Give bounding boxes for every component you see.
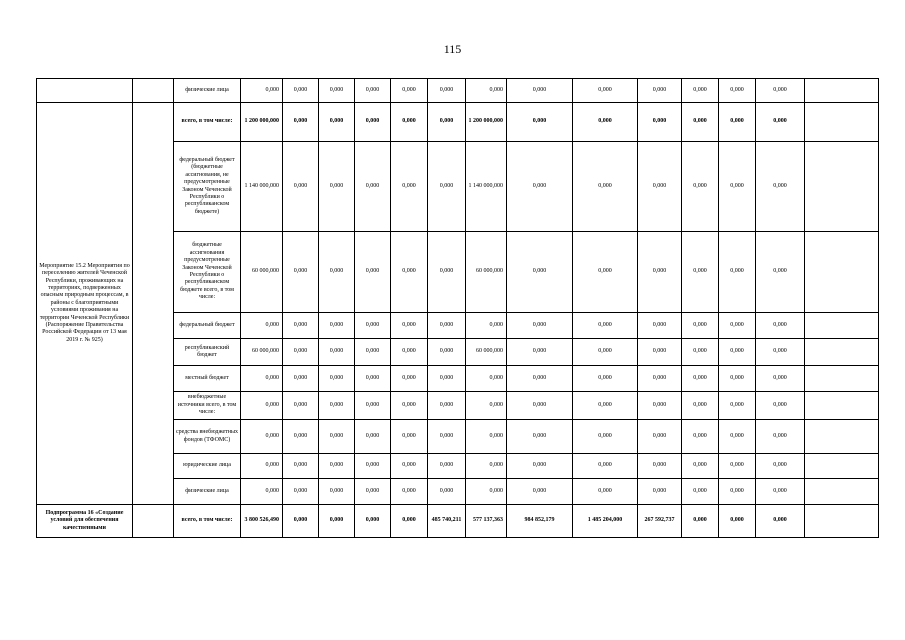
value-cell: 0,000 — [391, 392, 428, 420]
value-cell: 0,000 — [756, 313, 805, 339]
value-cell: 0,000 — [638, 142, 682, 232]
value-cell: 0,000 — [682, 339, 719, 366]
value-cell: 0,000 — [466, 79, 507, 103]
value-cell: 0,000 — [355, 79, 391, 103]
value-cell: 0,000 — [428, 479, 466, 505]
value-cell: 0,000 — [283, 505, 319, 538]
value-cell: 0,000 — [283, 142, 319, 232]
empty-cell — [805, 392, 879, 420]
empty-cell — [805, 103, 879, 142]
value-cell: 0,000 — [573, 103, 638, 142]
value-cell: 1 140 000,000 — [241, 142, 283, 232]
value-cell: 0,000 — [638, 454, 682, 479]
value-cell: 0,000 — [573, 366, 638, 392]
value-cell: 0,000 — [283, 454, 319, 479]
value-cell: 0,000 — [355, 454, 391, 479]
measure-description: Мероприятие 15.2 Мероприятия по переселению жителей Чеченской Республики, проживающих на территориях, подверженных опасным природным процессам, в районы с благоприятными условиями проживания на территории Чеченской Республики (Распоряжение Правительства Российской Федерации от 13 мая 2019 г. № 925) — [37, 103, 133, 505]
value-cell: 0,000 — [241, 479, 283, 505]
funding-source-label: федеральный бюджет (бюджетные ассигнования, не предусмотренные Законом Чеченской Республики о республиканском бюджете) — [174, 142, 241, 232]
value-cell: 0,000 — [466, 454, 507, 479]
value-cell: 0,000 — [719, 142, 756, 232]
value-cell: 485 740,211 — [428, 505, 466, 538]
value-cell: 0,000 — [391, 420, 428, 454]
value-cell: 577 137,363 — [466, 505, 507, 538]
value-cell: 0,000 — [283, 392, 319, 420]
value-cell: 0,000 — [355, 142, 391, 232]
value-cell: 0,000 — [507, 392, 573, 420]
responsible-cell — [133, 505, 174, 538]
value-cell: 0,000 — [241, 392, 283, 420]
value-cell: 60 000,000 — [466, 339, 507, 366]
value-cell: 0,000 — [319, 505, 355, 538]
value-cell: 0,000 — [638, 392, 682, 420]
value-cell: 0,000 — [719, 366, 756, 392]
value-cell: 0,000 — [507, 79, 573, 103]
value-cell: 0,000 — [391, 232, 428, 313]
value-cell: 0,000 — [573, 420, 638, 454]
value-cell: 0,000 — [719, 392, 756, 420]
value-cell: 0,000 — [682, 479, 719, 505]
value-cell: 0,000 — [507, 232, 573, 313]
value-cell: 0,000 — [319, 479, 355, 505]
value-cell: 0,000 — [466, 366, 507, 392]
value-cell: 0,000 — [756, 454, 805, 479]
value-cell: 0,000 — [756, 339, 805, 366]
value-cell: 0,000 — [428, 339, 466, 366]
value-cell: 0,000 — [638, 366, 682, 392]
value-cell: 984 852,179 — [507, 505, 573, 538]
value-cell: 0,000 — [573, 339, 638, 366]
value-cell: 0,000 — [507, 313, 573, 339]
value-cell: 0,000 — [428, 454, 466, 479]
value-cell: 0,000 — [573, 313, 638, 339]
value-cell: 0,000 — [682, 454, 719, 479]
value-cell: 1 140 000,000 — [466, 142, 507, 232]
value-cell: 0,000 — [719, 103, 756, 142]
value-cell: 0,000 — [319, 313, 355, 339]
value-cell: 0,000 — [756, 142, 805, 232]
value-cell: 0,000 — [756, 232, 805, 313]
value-cell: 60 000,000 — [241, 339, 283, 366]
value-cell: 0,000 — [756, 479, 805, 505]
value-cell: 0,000 — [507, 142, 573, 232]
value-cell: 1 200 000,000 — [466, 103, 507, 142]
value-cell: 0,000 — [283, 232, 319, 313]
value-cell: 0,000 — [756, 79, 805, 103]
value-cell: 0,000 — [391, 339, 428, 366]
value-cell: 0,000 — [391, 142, 428, 232]
funding-source-label: всего, в том числе: — [174, 505, 241, 538]
row-empty-cell — [37, 79, 133, 103]
value-cell: 0,000 — [355, 232, 391, 313]
value-cell: 0,000 — [573, 392, 638, 420]
value-cell: 0,000 — [241, 454, 283, 479]
value-cell: 0,000 — [319, 79, 355, 103]
value-cell: 0,000 — [283, 79, 319, 103]
value-cell: 0,000 — [319, 454, 355, 479]
empty-cell — [805, 505, 879, 538]
value-cell: 0,000 — [428, 103, 466, 142]
value-cell: 0,000 — [391, 366, 428, 392]
value-cell: 0,000 — [466, 392, 507, 420]
funding-source-label: юридические лица — [174, 454, 241, 479]
funding-source-label: федеральный бюджет — [174, 313, 241, 339]
subprogram-title: Подпрограмма 16 «Создание условий для обеспечения качественными — [37, 505, 133, 538]
funding-source-label: средства внебюджетных фондов (ТФОМС) — [174, 420, 241, 454]
value-cell: 0,000 — [682, 232, 719, 313]
value-cell: 0,000 — [638, 420, 682, 454]
value-cell: 267 592,737 — [638, 505, 682, 538]
value-cell: 0,000 — [355, 103, 391, 142]
value-cell: 1 200 000,000 — [241, 103, 283, 142]
value-cell: 0,000 — [507, 454, 573, 479]
value-cell: 0,000 — [319, 142, 355, 232]
value-cell: 0,000 — [719, 232, 756, 313]
value-cell: 0,000 — [507, 366, 573, 392]
value-cell: 0,000 — [682, 313, 719, 339]
funding-source-label: бюджетные ассигнования предусмотренные Законом Чеченской Республики о республиканском бюджете всего, в том числе: — [174, 232, 241, 313]
empty-cell — [805, 79, 879, 103]
value-cell: 0,000 — [355, 366, 391, 392]
value-cell: 0,000 — [682, 392, 719, 420]
value-cell: 0,000 — [466, 479, 507, 505]
page-number: 115 — [443, 42, 462, 56]
value-cell: 0,000 — [283, 366, 319, 392]
empty-cell — [805, 366, 879, 392]
value-cell: 0,000 — [319, 103, 355, 142]
row-empty-cell — [133, 79, 174, 103]
funding-source-label: местный бюджет — [174, 366, 241, 392]
value-cell: 0,000 — [428, 420, 466, 454]
value-cell: 0,000 — [283, 103, 319, 142]
empty-cell — [805, 420, 879, 454]
table-row — [37, 103, 879, 142]
value-cell: 0,000 — [319, 366, 355, 392]
empty-cell — [805, 232, 879, 313]
value-cell: 0,000 — [507, 103, 573, 142]
value-cell: 0,000 — [719, 505, 756, 538]
funding-source-label: физические лица — [174, 479, 241, 505]
value-cell: 0,000 — [719, 79, 756, 103]
value-cell: 0,000 — [573, 142, 638, 232]
empty-cell — [805, 313, 879, 339]
value-cell: 0,000 — [719, 339, 756, 366]
value-cell: 0,000 — [355, 313, 391, 339]
value-cell: 0,000 — [391, 505, 428, 538]
value-cell: 0,000 — [682, 103, 719, 142]
value-cell: 0,000 — [756, 505, 805, 538]
value-cell: 0,000 — [466, 420, 507, 454]
value-cell: 0,000 — [319, 339, 355, 366]
table-row — [37, 505, 879, 538]
value-cell: 0,000 — [638, 232, 682, 313]
funding-source-label: внебюджетные источники всего, в том числе: — [174, 392, 241, 420]
value-cell: 0,000 — [283, 420, 319, 454]
value-cell: 0,000 — [756, 366, 805, 392]
value-cell: 0,000 — [682, 420, 719, 454]
value-cell: 0,000 — [355, 420, 391, 454]
value-cell: 0,000 — [391, 79, 428, 103]
funding-source-label: всего, в том числе: — [174, 103, 241, 142]
value-cell: 0,000 — [507, 479, 573, 505]
value-cell: 0,000 — [507, 420, 573, 454]
value-cell: 0,000 — [391, 479, 428, 505]
value-cell: 0,000 — [638, 479, 682, 505]
value-cell: 0,000 — [682, 366, 719, 392]
table-row — [37, 79, 879, 103]
value-cell: 0,000 — [428, 142, 466, 232]
empty-cell — [805, 142, 879, 232]
value-cell: 0,000 — [241, 79, 283, 103]
value-cell: 0,000 — [719, 454, 756, 479]
value-cell: 0,000 — [241, 313, 283, 339]
value-cell: 0,000 — [391, 313, 428, 339]
value-cell: 0,000 — [283, 313, 319, 339]
value-cell: 0,000 — [756, 420, 805, 454]
value-cell: 3 800 526,490 — [241, 505, 283, 538]
value-cell: 0,000 — [719, 420, 756, 454]
empty-cell — [805, 339, 879, 366]
value-cell: 0,000 — [638, 79, 682, 103]
value-cell: 0,000 — [573, 79, 638, 103]
value-cell: 0,000 — [283, 479, 319, 505]
funding-source-label: физические лица — [174, 79, 241, 103]
value-cell: 0,000 — [638, 313, 682, 339]
value-cell: 0,000 — [719, 313, 756, 339]
value-cell: 1 485 204,000 — [573, 505, 638, 538]
value-cell: 0,000 — [682, 79, 719, 103]
empty-cell — [805, 454, 879, 479]
value-cell: 0,000 — [573, 454, 638, 479]
value-cell: 0,000 — [428, 79, 466, 103]
value-cell: 0,000 — [355, 479, 391, 505]
value-cell: 0,000 — [428, 232, 466, 313]
value-cell: 0,000 — [241, 420, 283, 454]
value-cell: 0,000 — [682, 505, 719, 538]
funding-source-label: республиканский бюджет — [174, 339, 241, 366]
value-cell: 0,000 — [355, 339, 391, 366]
value-cell: 0,000 — [466, 313, 507, 339]
value-cell: 0,000 — [428, 366, 466, 392]
value-cell: 0,000 — [756, 392, 805, 420]
value-cell: 0,000 — [682, 142, 719, 232]
value-cell: 0,000 — [573, 232, 638, 313]
value-cell: 0,000 — [283, 339, 319, 366]
value-cell: 0,000 — [391, 103, 428, 142]
value-cell: 0,000 — [428, 392, 466, 420]
empty-cell — [805, 479, 879, 505]
value-cell: 0,000 — [428, 313, 466, 339]
value-cell: 0,000 — [391, 454, 428, 479]
value-cell: 0,000 — [756, 103, 805, 142]
value-cell: 0,000 — [638, 103, 682, 142]
responsible-cell — [133, 103, 174, 505]
budget-table — [36, 78, 879, 538]
value-cell: 0,000 — [573, 479, 638, 505]
value-cell: 0,000 — [241, 366, 283, 392]
value-cell: 0,000 — [319, 420, 355, 454]
value-cell: 0,000 — [507, 339, 573, 366]
value-cell: 0,000 — [355, 392, 391, 420]
value-cell: 60 000,000 — [466, 232, 507, 313]
value-cell: 60 000,000 — [241, 232, 283, 313]
value-cell: 0,000 — [355, 505, 391, 538]
value-cell: 0,000 — [319, 392, 355, 420]
value-cell: 0,000 — [719, 479, 756, 505]
value-cell: 0,000 — [638, 339, 682, 366]
value-cell: 0,000 — [319, 232, 355, 313]
